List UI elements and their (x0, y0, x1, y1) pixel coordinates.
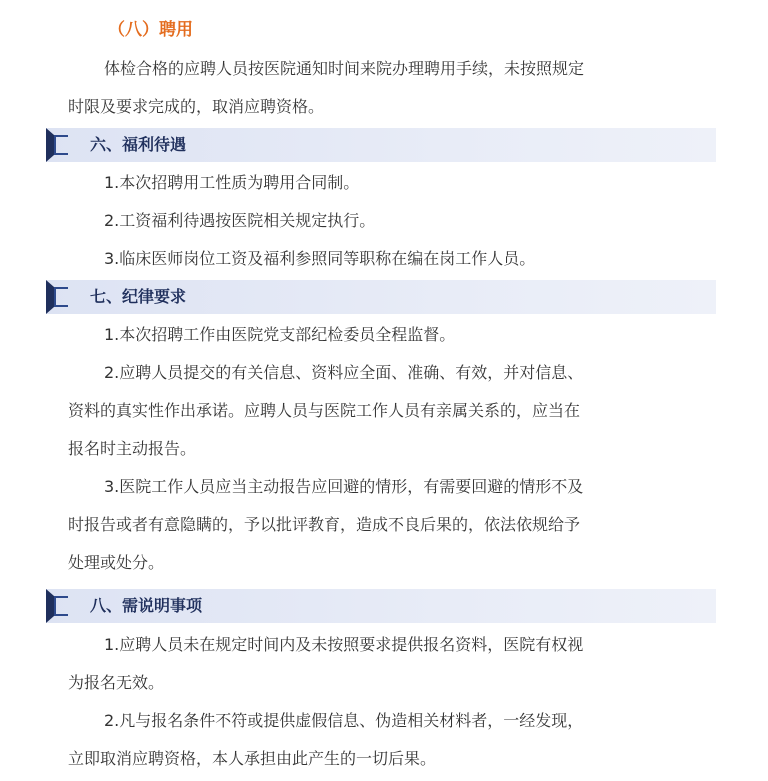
text-line: 体检合格的应聘人员按医院通知时间来院办理聘用手续，未按照规定 (104, 59, 585, 78)
subsection-heading-hire: （八）聘用 (108, 20, 193, 40)
text-line: 时报告或者有意隐瞒的，予以批评教育，造成不良后果的，依法依规给予 (68, 515, 581, 534)
section-header-welfare (46, 128, 716, 162)
notes-list (68, 626, 696, 778)
section-title: 七、纪律要求 (90, 287, 187, 306)
list-item: 3.医院工作人员应当主动报告应回避的情形，有需要回避的情形不及 (104, 477, 584, 496)
section-title: 六、福利待遇 (90, 135, 187, 154)
bracket-icon (46, 280, 72, 314)
text-line: 为报名无效。 (68, 673, 165, 692)
text-line: 时限及要求完成的，取消应聘资格。 (68, 97, 325, 116)
section-title: 八、需说明事项 (90, 596, 203, 615)
list-item: 2.工资福利待遇按医院相关规定执行。 (104, 211, 376, 230)
text-line: 资料的真实性作出承诺。应聘人员与医院工作人员有亲属关系的，应当在 (68, 401, 581, 420)
section-header-notes (46, 589, 716, 623)
list-item: 1.应聘人员未在规定时间内及未按照要求提供报名资料，医院有权视 (104, 635, 584, 654)
bracket-icon (46, 589, 72, 623)
hire-paragraph (68, 50, 696, 126)
discipline-list (68, 316, 696, 582)
list-item: 3.临床医师岗位工资及福利参照同等职称在编在岗工作人员。 (104, 249, 536, 268)
text-line: 处理或处分。 (68, 553, 165, 572)
list-item: 2.应聘人员提交的有关信息、资料应全面、准确、有效，并对信息、 (104, 363, 584, 382)
list-item: 1.本次招聘工作由医院党支部纪检委员全程监督。 (104, 325, 456, 344)
list-item: 2.凡与报名条件不符或提供虚假信息、伪造相关材料者，一经发现， (104, 711, 584, 730)
section-header-discipline (46, 280, 716, 314)
welfare-list (68, 164, 696, 278)
text-line: 报名时主动报告。 (68, 439, 197, 458)
bracket-icon (46, 128, 72, 162)
text-line: 立即取消应聘资格，本人承担由此产生的一切后果。 (68, 749, 437, 768)
list-item: 1.本次招聘用工性质为聘用合同制。 (104, 173, 360, 192)
